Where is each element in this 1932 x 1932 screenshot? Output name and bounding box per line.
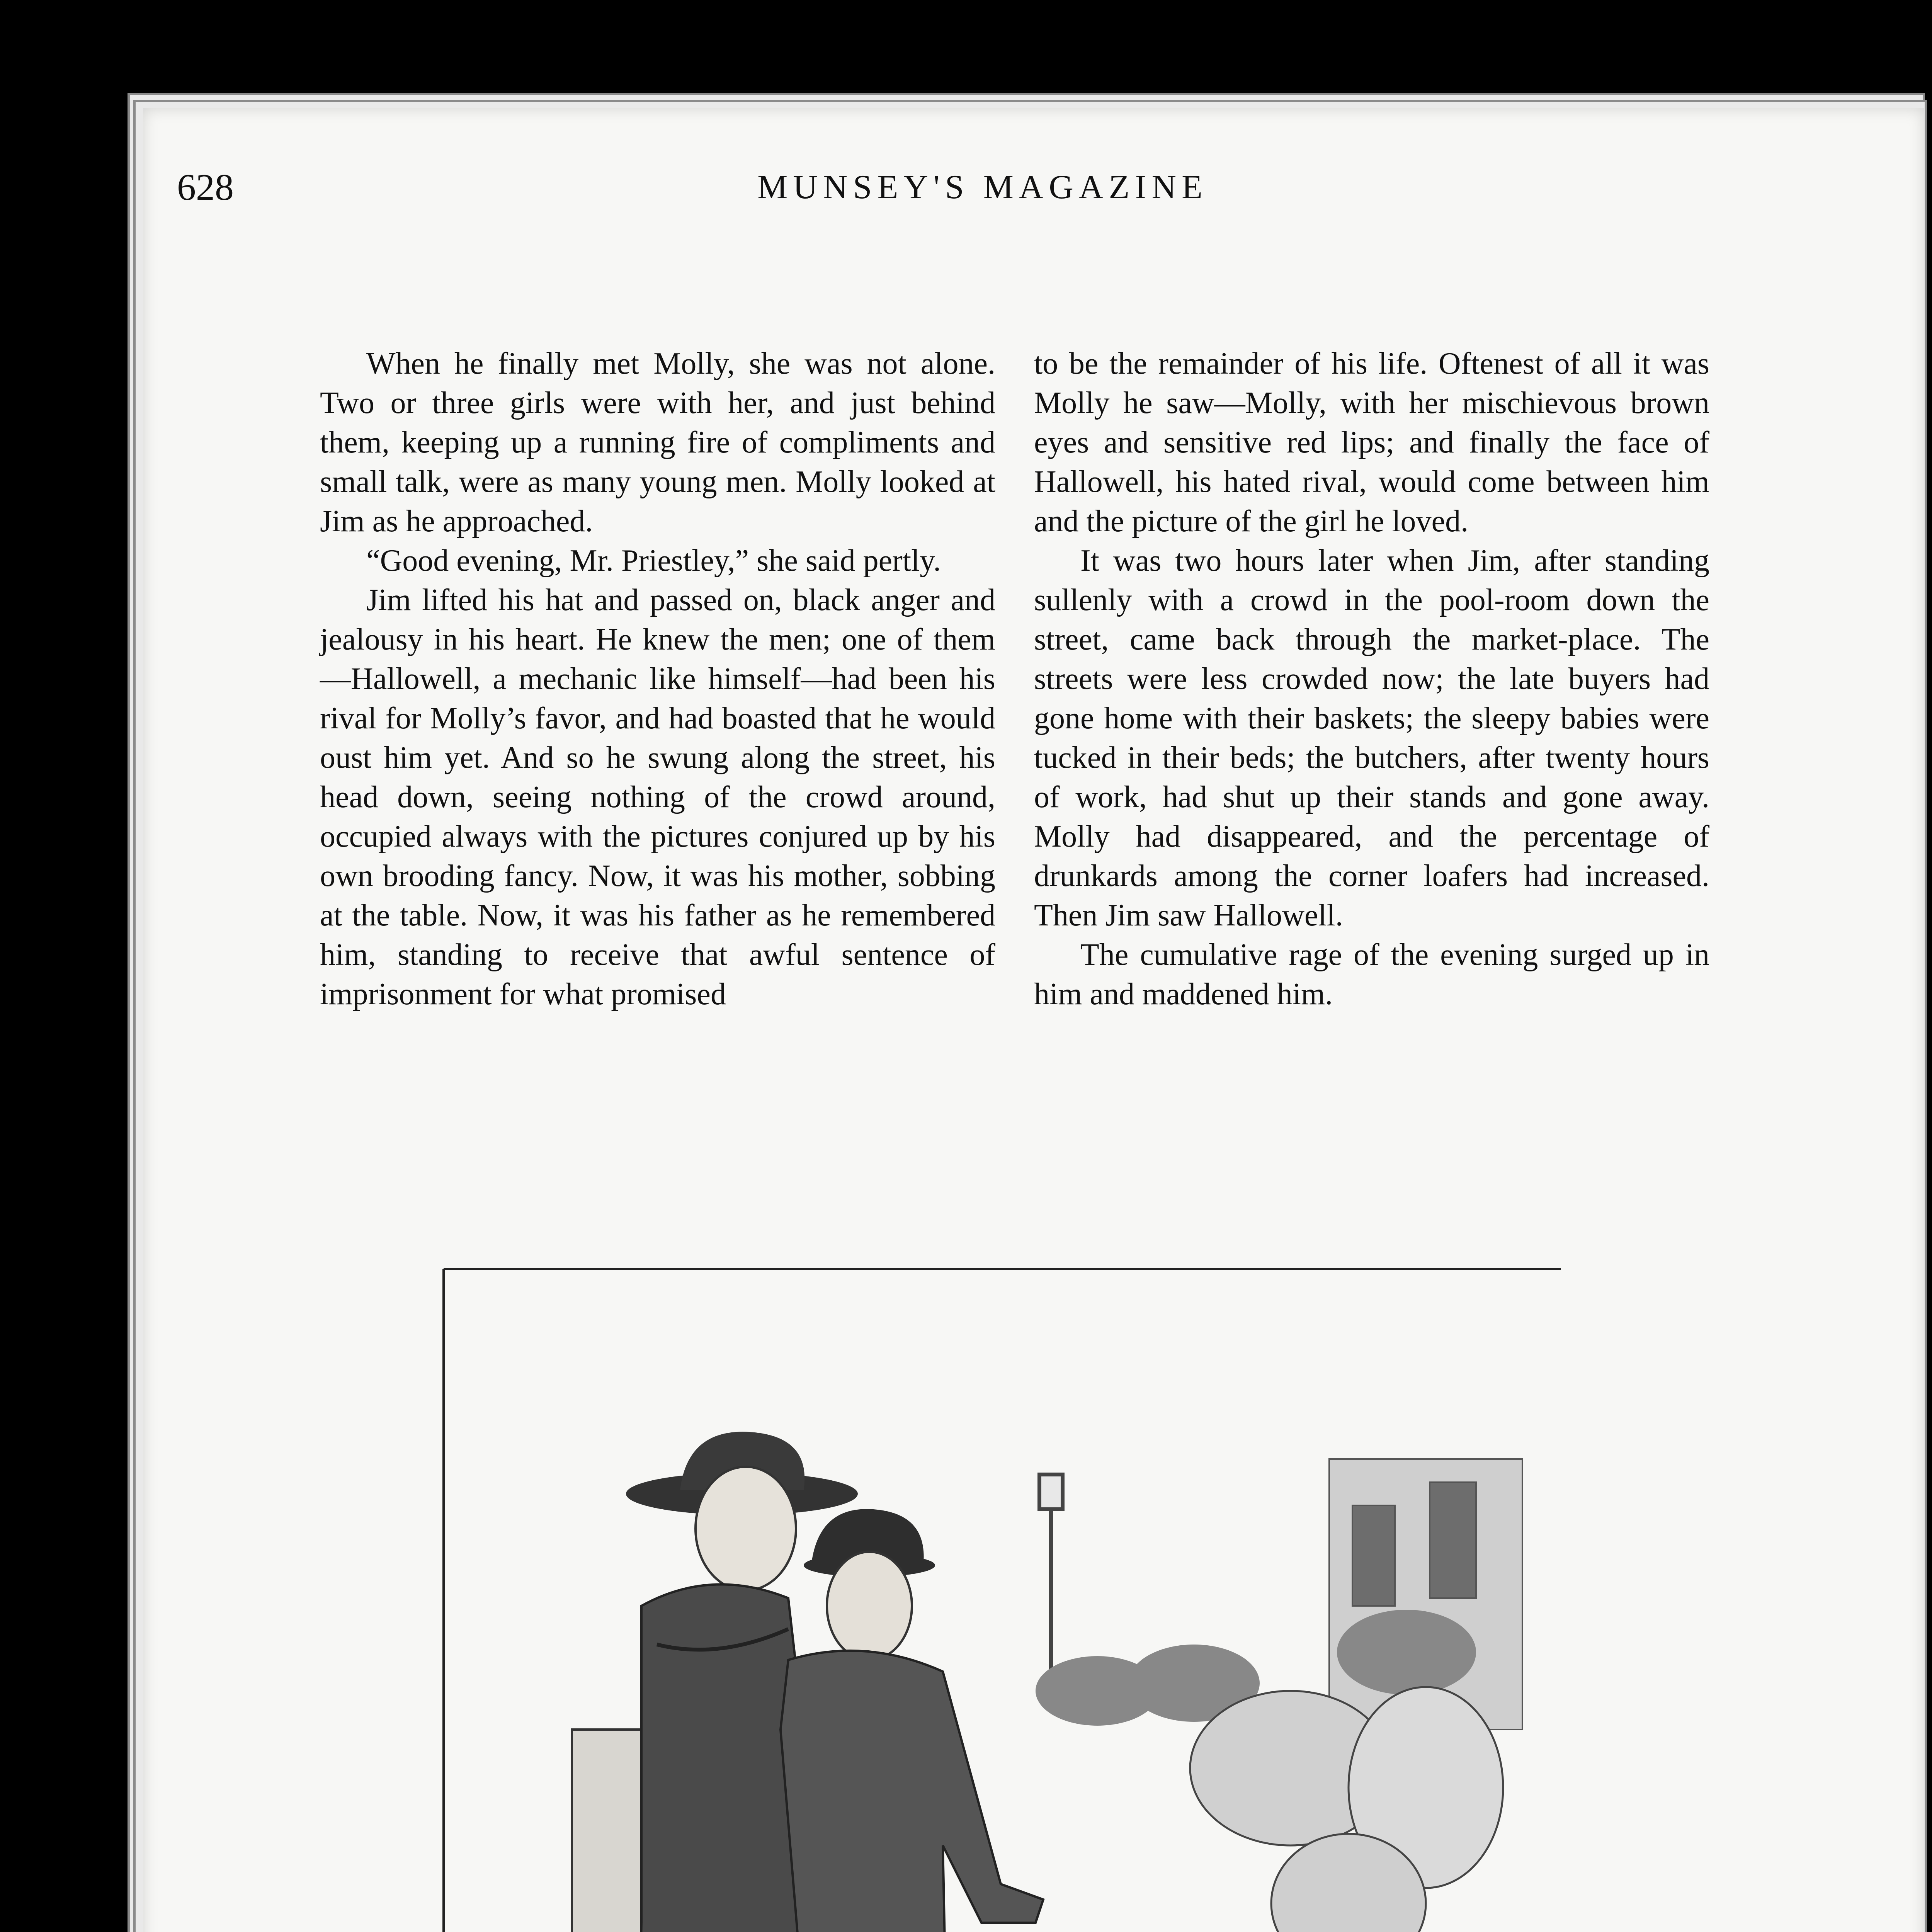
paragraph: The cumulative rage of the evening surged up in him and maddened him.: [1034, 938, 1709, 1011]
background-crowd: [1036, 1610, 1503, 1932]
right-text-column: [1034, 344, 1709, 1014]
page-number: 628: [177, 167, 234, 208]
magazine-title: MUNSEY'S MAGAZINE: [757, 168, 1208, 206]
illustration: [440, 1266, 1561, 1932]
paragraph: Jim lifted his hat and passed on, black anger and jealousy in his heart. He knew the men; one of them—Hallowell, a mechanic like himself—had been his rival for Molly’s favor, and had boasted that he would oust him yet. And so he swung along the street, his head down, seeing nothing of the crowd around, occupied always with the pictures conjured up by his own brooding fancy. Now, it was his mother, sobbing at the table. Now, it was his father as he remembered him, standing to receive that awful sentence of imprisonment for what promised: [320, 583, 995, 1011]
man-in-bowler-hat: [769, 1509, 1043, 1932]
left-text-column: [320, 344, 995, 1014]
paragraph: When he finally met Molly, she was not alone. Two or three girls were with her, and just behind them, keeping up a running fire of compliments and small talk, were as many young men. Molly looked at Jim as he approached.: [320, 347, 995, 538]
running-head: [177, 155, 1719, 220]
paragraph: It was two hours later when Jim, after standing sullenly with a crowd in the pool-room down the street, came back through the market-place. The streets were less crowded now; the late buyers had gone home with their baskets; the sleepy babies were tucked in their beds; the butchers, after twenty hours of work, had shut up their stands and gone away. Molly had disappeared, and the percentage of drunkards among the corner loafers had increased. Then Jim saw Hallowell.: [1034, 544, 1709, 932]
paragraph: “Good evening, Mr. Priestley,” she said pertly.: [366, 544, 941, 578]
pen-and-ink-drawing: [440, 1266, 1561, 1932]
paragraph-continuation: to be the remainder of his life. Oftenest of all it was Molly he saw—Molly, with her mischievous brown eyes and sensitive red lips; and finally the face of Hallowell, his hated rival, would come between him and the picture of the girl he loved.: [1034, 347, 1709, 538]
lamp-post: [1039, 1475, 1063, 1683]
